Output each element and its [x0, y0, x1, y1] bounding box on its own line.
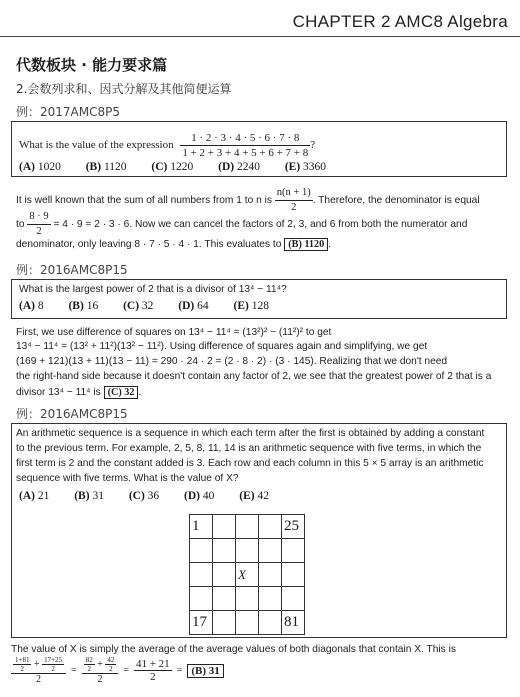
chapter-header: CHAPTER 2 AMC8 Algebra — [292, 12, 508, 31]
fraction-denominator: 2 — [42, 664, 64, 673]
choice-value: 42 — [257, 490, 269, 502]
grid-cell — [213, 587, 236, 611]
question-text: What is the value of the expression — [19, 139, 174, 152]
choice-value: 36 — [147, 490, 160, 502]
grid-cell — [259, 563, 282, 587]
grid-cell — [282, 587, 305, 611]
choice-value: 31 — [92, 490, 104, 502]
fraction-numerator: 41 + 21 — [135, 658, 170, 670]
solution-text: denominator, only leaving 8 · 7 · 5 · 4 · 1. This evaluates to — [16, 239, 282, 250]
solution-1-line-3 — [16, 238, 331, 252]
problem-1-question — [19, 131, 315, 160]
grid-cell — [259, 611, 282, 635]
solution-2-line-5 — [16, 386, 141, 400]
choice-value: 64 — [197, 300, 209, 312]
answer-box: (C) 32 — [104, 386, 139, 399]
choice-value: 21 — [37, 490, 50, 502]
problem-3-line-2: to the previous term. For example, 2, 5, 8, 11, 14 is an arithmetic sequence with five terms, in which the — [16, 443, 482, 454]
section-title: 代数板块 · 能力要求篇 — [16, 56, 168, 74]
outer-fraction-2 — [82, 656, 119, 685]
choice-letter: (A) — [19, 161, 35, 173]
choice-letter: (D) — [178, 300, 195, 312]
choice-value: 40 — [202, 490, 215, 502]
problem-box-1 — [11, 121, 507, 177]
fraction-numerator: 1+81 — [15, 656, 30, 664]
question-mark: ? — [310, 139, 316, 152]
denominator-fraction — [27, 210, 50, 239]
choices-3 — [19, 490, 269, 502]
choice-letter: (B) — [74, 490, 90, 502]
choice-value: 8 — [37, 300, 44, 312]
period: . — [328, 239, 332, 250]
outer-fraction-3 — [134, 658, 172, 683]
grid-cell-top-left: 1 — [190, 515, 213, 539]
problem-2-question: What is the largest power of 2 that is a divisor of 13⁴ − 11⁴? — [19, 284, 287, 295]
choice-letter: (C) — [123, 300, 140, 312]
grid-cell — [213, 563, 236, 587]
answer-box: (B) 31 — [187, 664, 223, 678]
fraction-numerator: 17+25 — [44, 656, 63, 664]
choice-value: 128 — [251, 300, 269, 312]
inner-fraction — [13, 656, 31, 673]
answer-box: (B) 1120 — [284, 238, 328, 251]
outer-numerator — [11, 656, 66, 673]
solution-2-line-3: (169 + 121)(13 + 11)(13 − 11) = 290 · 24 · 2 = (2 · 8 · 2) · (3 · 145). Realizing that we don't need — [16, 356, 448, 367]
grid-cell — [213, 515, 236, 539]
choice-letter: (C) — [128, 490, 145, 502]
grid-cell-bottom-right: 81 — [282, 611, 305, 635]
inner-fraction — [42, 656, 64, 673]
example-label-1: 例：2017AMC8P5 — [16, 105, 120, 119]
equals-sign: = — [71, 665, 77, 676]
fraction-numerator: 1 · 2 · 3 · 4 · 5 · 6 · 7 · 8 — [191, 132, 300, 144]
grid-cell — [213, 611, 236, 635]
outer-fraction-1 — [11, 656, 66, 685]
grid-cell — [236, 539, 259, 563]
fraction-denominator: 2 — [82, 673, 119, 685]
grid-cell — [190, 539, 213, 563]
solution-1-line-2 — [16, 210, 467, 239]
grid-cell-top-right: 25 — [282, 515, 305, 539]
fraction-denominator: 2 — [27, 224, 50, 239]
grid-cell — [259, 587, 282, 611]
solution-3-equation — [11, 656, 224, 685]
problem-3-line-1: An arithmetic sequence is a sequence in which each term after the first is obtained by adding a constant — [16, 428, 485, 439]
choice-value: 3360 — [303, 161, 327, 173]
choice-value: 2240 — [236, 161, 260, 173]
header-divider — [0, 36, 520, 37]
fraction-denominator: 1 + 2 + 3 + 4 + 5 + 6 + 7 + 8 — [182, 147, 309, 159]
solution-2-line-2: 13⁴ − 11⁴ = (13² + 11²)(13² − 11²). Using difference of squares again and simplifying, we get — [16, 341, 428, 352]
solution-text: divisor 13⁴ − 11⁴ is — [16, 387, 101, 398]
grid-cell — [190, 563, 213, 587]
fraction-denominator: 2 — [134, 670, 172, 683]
inner-fraction — [105, 656, 116, 673]
fraction-numerator: n(n + 1) — [276, 187, 311, 198]
choice-value: 1120 — [103, 161, 127, 173]
fraction-denominator: 2 — [11, 673, 66, 685]
fraction-numerator: 8 · 9 — [29, 211, 49, 222]
solution-text: . Therefore, the denominator is equal — [312, 195, 480, 207]
fraction-denominator: 2 — [275, 200, 313, 215]
fraction-numerator: 42 — [107, 656, 115, 664]
grid-cell — [236, 515, 259, 539]
choice-letter: (A) — [19, 300, 35, 312]
period: . — [138, 387, 142, 398]
grid-cell — [213, 539, 236, 563]
fraction-numerator: 82 — [85, 656, 93, 664]
grid-cell — [190, 587, 213, 611]
choice-letter: (C) — [151, 161, 168, 173]
section-subtitle: 2.会数列求和、因式分解及其他简便运算 — [16, 82, 232, 96]
fraction-denominator: 2 — [105, 664, 116, 673]
choice-value: 16 — [86, 300, 99, 312]
choice-value: 1220 — [170, 161, 194, 173]
grid-cell — [259, 539, 282, 563]
choice-letter: (D) — [218, 161, 235, 173]
solution-2-line-1: First, we use difference of squares on 13⁴ − 11⁴ = (13²)² − (11²)² to get — [16, 327, 332, 338]
grid-cell — [259, 515, 282, 539]
choice-letter: (E) — [239, 490, 255, 502]
grid-cell — [236, 611, 259, 635]
problem-3-line-3: first term is 2 and the constant added is 3. Each row and each column in this 5 × 5 array is an arithmetic — [16, 458, 484, 469]
equals-sign: = — [123, 665, 129, 676]
array-grid — [189, 514, 305, 635]
expression-fraction — [180, 131, 310, 160]
choice-letter: (D) — [184, 490, 200, 502]
choice-letter: (E) — [284, 161, 301, 173]
choices-2 — [19, 300, 269, 312]
grid-cell — [282, 563, 305, 587]
choice-letter: (B) — [85, 161, 102, 173]
equals-sign: = — [176, 665, 183, 676]
solution-3-line-1: The value of X is simply the average of the average values of both diagonals that contain X. This is — [11, 644, 456, 655]
grid-cell — [282, 539, 305, 563]
grid-cell — [236, 587, 259, 611]
solution-2-line-4: the right-hand side because it doesn't contain any factor of 2, we see that the greatest power of 2 that is a — [16, 371, 492, 382]
choice-letter: (A) — [19, 490, 35, 502]
example-label-3: 例：2016AMC8P15 — [16, 407, 128, 421]
grid-cell-bottom-left: 17 — [190, 611, 213, 635]
choice-value: 32 — [141, 300, 154, 312]
choices-1 — [19, 161, 326, 173]
plus-sign: + — [33, 658, 40, 670]
fraction-denominator: 2 — [13, 664, 31, 673]
solution-text: to — [16, 219, 25, 231]
plus-sign: + — [97, 658, 103, 670]
fraction-denominator: 2 — [84, 664, 95, 673]
choice-letter: (B) — [68, 300, 84, 312]
solution-text: It is well known that the sum of all numbers from 1 to n is — [16, 195, 272, 207]
inner-fraction — [84, 656, 95, 673]
problem-box-2 — [11, 279, 507, 319]
example-label-2: 例：2016AMC8P15 — [16, 263, 128, 277]
grid-cell-center: X — [236, 563, 259, 587]
outer-numerator — [82, 656, 119, 673]
choice-letter: (E) — [233, 300, 249, 312]
problem-3-line-4: sequence with five terms. What is the value of X? — [16, 473, 239, 484]
choice-value: 1020 — [37, 161, 61, 173]
solution-text: = 4 · 9 = 2 · 3 · 6. Now we can cancel the factors of 2, 3, and 6 from both the numerator and — [53, 219, 468, 231]
